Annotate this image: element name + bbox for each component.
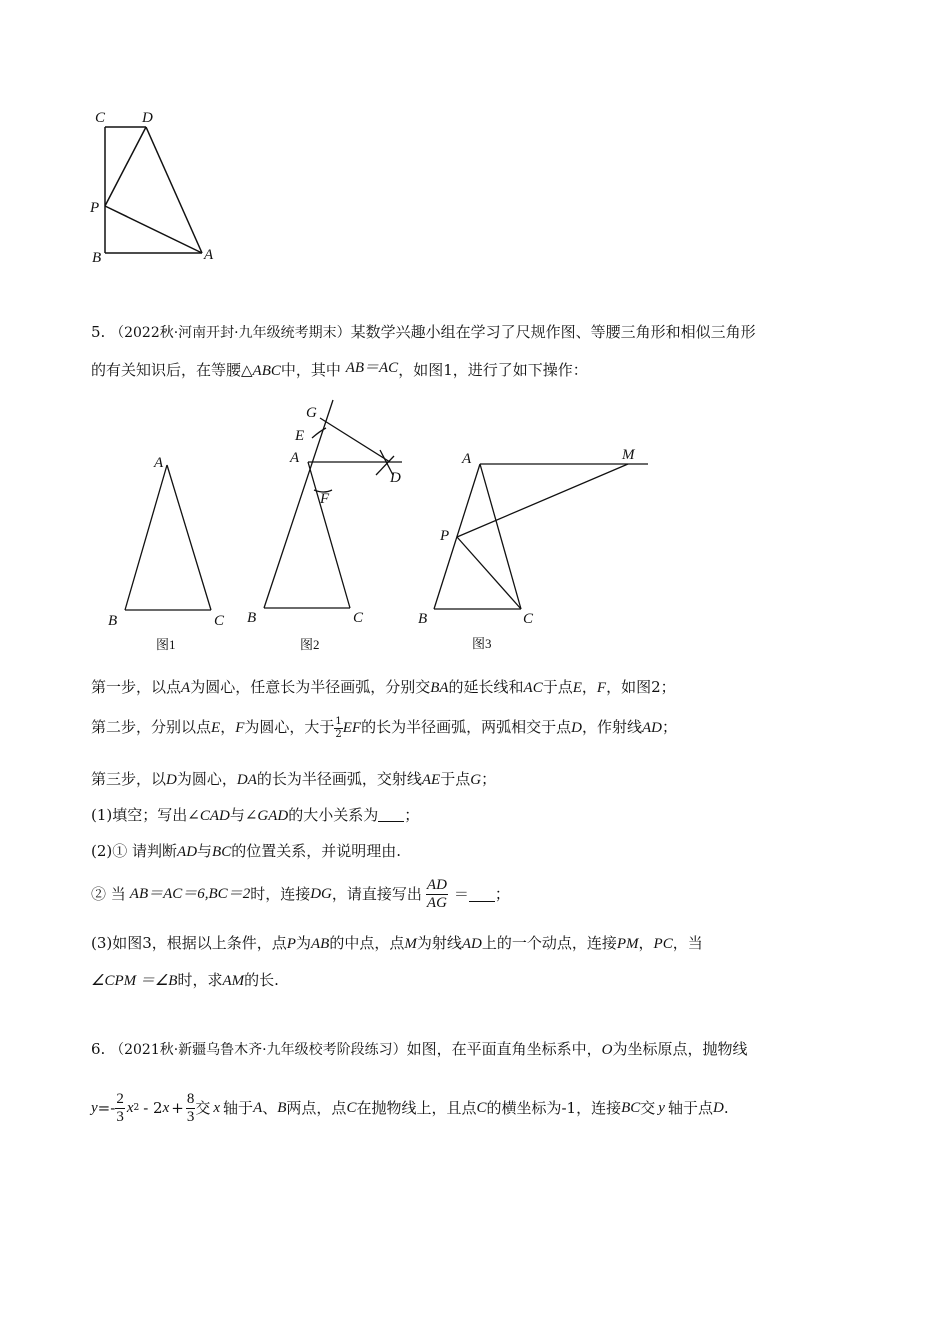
- denominator: AG: [426, 894, 447, 911]
- text: ，当: [672, 934, 703, 952]
- text: +: [171, 1099, 184, 1117]
- var: AD: [461, 936, 482, 952]
- text: ，: [581, 678, 597, 696]
- text: 如图，在平面直角坐标系中，: [406, 1040, 602, 1058]
- label-c: C: [95, 110, 106, 126]
- numerator: 8: [186, 1090, 195, 1107]
- text: (2)① 请判断: [91, 842, 178, 860]
- text: 的横坐标为-1，连接: [486, 1099, 622, 1117]
- text: 轴于点: [667, 1099, 713, 1117]
- figure-3: [410, 445, 660, 655]
- fig1-label-b: B: [108, 613, 118, 629]
- var: F: [235, 720, 245, 736]
- var-y: y: [91, 1100, 98, 1116]
- var: AC: [523, 680, 543, 696]
- var: BC: [621, 1100, 641, 1116]
- text: 交: [640, 1099, 656, 1117]
- fig2-label-e: E: [295, 428, 305, 444]
- denominator: 3: [186, 1108, 195, 1125]
- text: 与: [197, 842, 213, 860]
- text: 为: [295, 934, 311, 952]
- var: PM: [616, 936, 639, 952]
- fig2-label-f: F: [320, 491, 330, 507]
- var: F: [596, 680, 607, 696]
- fraction-ad-over-ag: [426, 878, 448, 911]
- var: CAD: [199, 808, 230, 824]
- q5-part-3-2: [91, 969, 279, 992]
- q6-source: （2021秋·新疆乌鲁木齐·九年级校考阶段练习）: [110, 1042, 407, 1058]
- text: ，: [220, 718, 236, 736]
- fig2-label-g: G: [306, 405, 317, 421]
- var: EF: [342, 720, 362, 736]
- fig2-label-a: A: [290, 450, 300, 466]
- text: ，作射线: [581, 718, 642, 736]
- fig2-label-c: C: [353, 610, 364, 626]
- text: ；: [661, 718, 677, 736]
- text: 的延长线和: [448, 678, 524, 696]
- text: - 2: [143, 1099, 163, 1117]
- q5-intro-2a: 的有关知识后，在等腰△: [91, 361, 253, 379]
- text: 时，求: [177, 971, 223, 989]
- q5-number: 5.: [91, 323, 106, 341]
- fig2-caption: 图2: [300, 637, 320, 652]
- text: (3)如图3，根据以上条件，点: [91, 934, 287, 952]
- var: DG: [310, 886, 332, 902]
- figure-cdpba: [85, 105, 225, 270]
- figure-1: [100, 445, 240, 655]
- fig1-label-c: C: [214, 613, 225, 629]
- text: 在抛物线上，且点: [356, 1099, 477, 1117]
- text: ，: [638, 934, 654, 952]
- text: 的长.: [244, 971, 279, 989]
- text: 的中点，点: [329, 934, 405, 952]
- q5-source: （2022秋·河南开封·九年级统考期末）: [110, 325, 351, 341]
- text: ，请直接写出: [331, 885, 422, 903]
- var: E: [572, 680, 582, 696]
- text: 上的一个动点，连接: [481, 934, 617, 952]
- numerator: 1: [335, 715, 342, 727]
- q5-step-2: [91, 716, 677, 740]
- var: B: [277, 1100, 287, 1116]
- text: 第二步，分别以点: [91, 718, 212, 736]
- fraction-one-half: [334, 717, 342, 740]
- denominator: 3: [116, 1108, 124, 1125]
- var: M: [404, 936, 417, 952]
- label-d: D: [142, 110, 153, 126]
- text: ② 当: [91, 885, 126, 903]
- q5-part-2-2: [91, 872, 510, 916]
- q5-intro-1: 某数学兴趣小组在学习了尺规作图、等腰三角形和相似三角形: [350, 323, 756, 341]
- var: D: [712, 1100, 724, 1116]
- label-p: P: [90, 200, 100, 216]
- fig2-label-b: B: [247, 610, 257, 626]
- text: 轴于: [223, 1099, 254, 1117]
- q5-ab-eq-ac: AB＝AC: [345, 360, 399, 376]
- var: DA: [236, 772, 257, 788]
- fig1-caption: 图1: [156, 637, 176, 652]
- var: AE: [421, 772, 441, 788]
- var-x: x: [162, 1100, 170, 1116]
- var: PC: [653, 936, 673, 952]
- text: =-: [97, 1099, 116, 1117]
- text: 的大小关系为: [288, 806, 379, 824]
- text: ，如图2；: [606, 678, 676, 696]
- var: BC: [212, 844, 232, 860]
- text: 的长为半径画弧，交射线: [256, 770, 422, 788]
- denominator: 2: [335, 728, 342, 740]
- text: ；: [494, 885, 510, 903]
- var: GAD: [257, 808, 289, 824]
- q5-line-1: [91, 321, 756, 344]
- text: 第一步，以点: [91, 678, 182, 696]
- text: 与∠: [229, 806, 258, 824]
- text: 的长为半径画弧，两弧相交于点: [361, 718, 572, 736]
- q5-step-3: [91, 768, 496, 791]
- q5-abc: ABC: [252, 363, 281, 379]
- fraction-two-thirds: [115, 1092, 125, 1125]
- var: E: [211, 720, 221, 736]
- figure-2: [240, 398, 420, 655]
- var: AM: [222, 973, 245, 989]
- answer-blank[interactable]: [378, 807, 404, 822]
- var: BA: [430, 680, 449, 696]
- var: D: [166, 772, 177, 788]
- q5-step-1: [91, 676, 676, 699]
- var: AB: [310, 936, 330, 952]
- text: 为坐标原点，抛物线: [612, 1040, 748, 1058]
- exponent: 2: [133, 1103, 140, 1113]
- text: ；: [404, 806, 420, 824]
- var: x: [213, 1100, 221, 1116]
- var: A: [181, 680, 191, 696]
- var: C: [476, 1100, 487, 1116]
- text: ；: [481, 770, 497, 788]
- numerator: AD: [426, 876, 447, 893]
- q6-line-2: [91, 1084, 729, 1132]
- text: (1)填空；写出∠: [91, 806, 200, 824]
- text: 的位置关系，并说明理由.: [231, 842, 401, 860]
- q6-number: 6.: [91, 1040, 106, 1058]
- q5-part-1: [91, 804, 419, 827]
- text: 为圆心，: [176, 770, 237, 788]
- text: 于点: [440, 770, 471, 788]
- label-a: A: [204, 247, 214, 263]
- fraction-eight-thirds: [186, 1092, 196, 1125]
- fig3-label-c: C: [523, 611, 534, 627]
- var: O: [601, 1042, 613, 1058]
- var: D: [571, 720, 582, 736]
- text: 交: [195, 1099, 211, 1117]
- q5-part-3-1: [91, 932, 703, 955]
- q5-intro-2e: ，如图1，进行了如下操作：: [398, 361, 588, 379]
- var: y: [658, 1100, 665, 1116]
- var: AD: [177, 844, 198, 860]
- q5-line-2: [91, 357, 588, 382]
- text: 为圆心，大于: [244, 718, 335, 736]
- text: 、: [262, 1099, 278, 1117]
- q6-line-1: [91, 1038, 748, 1061]
- var: C: [346, 1100, 357, 1116]
- condition: AB＝AC＝6,BC＝2: [129, 886, 251, 902]
- fig3-label-b: B: [418, 611, 428, 627]
- text: ＝: [453, 885, 469, 903]
- angle-condition: ∠CPM ＝∠B: [91, 973, 178, 989]
- text: 为射线: [416, 934, 462, 952]
- q5-part-2-1: [91, 840, 401, 863]
- var: G: [470, 772, 482, 788]
- label-b: B: [92, 250, 102, 266]
- q5-intro-2c: 中，其中: [280, 361, 341, 379]
- text: 两点，点: [286, 1099, 347, 1117]
- fig3-caption: 图3: [472, 636, 492, 651]
- fig1-label-a: A: [154, 455, 164, 471]
- text: 时，连接: [250, 885, 311, 903]
- fig3-label-p: P: [440, 528, 450, 544]
- fig3-label-a: A: [462, 451, 472, 467]
- text: 第三步，以: [91, 770, 167, 788]
- var: P: [286, 936, 296, 952]
- text: 为圆心，任意长为半径画弧，分别交: [190, 678, 431, 696]
- text: 于点: [542, 678, 573, 696]
- text: .: [723, 1099, 729, 1117]
- fig3-label-m: M: [622, 447, 635, 463]
- var-x: x: [126, 1100, 134, 1116]
- numerator: 2: [116, 1090, 124, 1107]
- var: A: [253, 1100, 263, 1116]
- fig2-label-d: D: [390, 470, 401, 486]
- var: AD: [641, 720, 662, 736]
- answer-blank[interactable]: [469, 887, 495, 902]
